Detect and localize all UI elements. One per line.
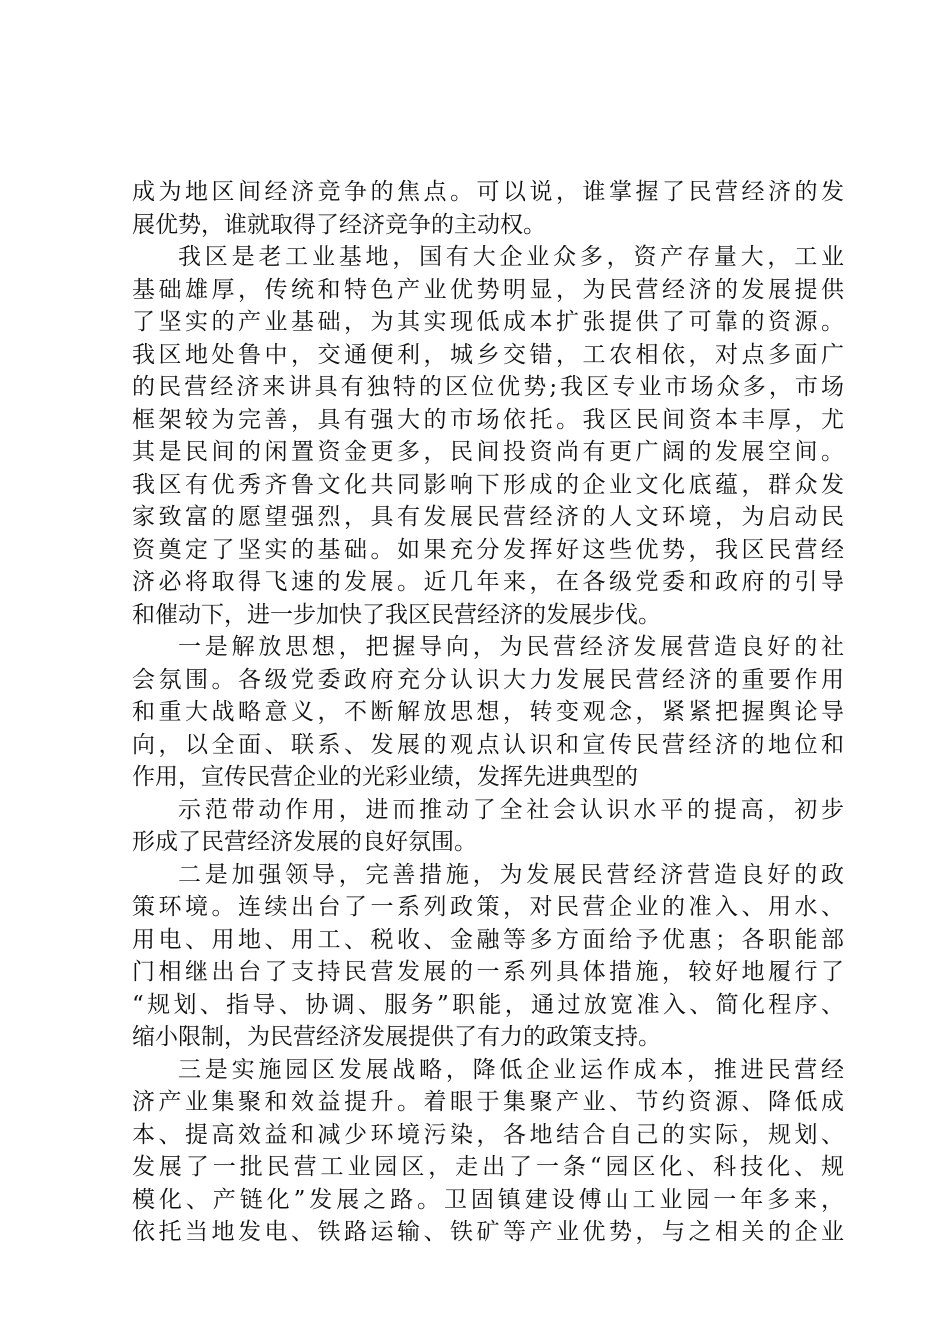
text-line: 二是加强领导，完善措施，为发展民营经济营造良好的政	[178, 861, 844, 888]
text-line: 资奠定了坚实的基础。如果充分发挥好这些优势，我区民营经	[132, 536, 844, 563]
text-line: 作用，宣传民营企业的光彩业绩，发挥先进典型的	[132, 764, 638, 790]
text-line: 基础雄厚，传统和特色产业优势明显，为民营经济的发展提供	[132, 276, 844, 303]
text-line: 了坚实的产业基础，为其实现低成本扩张提供了可靠的资源。	[132, 309, 844, 335]
document-body	[132, 176, 844, 1249]
text-line: 向，以全面、联系、发展的观点认识和宣传民营经济的地位和	[132, 731, 844, 758]
text-line: 济产业集聚和效益提升。着眼于集聚产业、节约资源、降低成	[132, 1089, 844, 1115]
text-line: 和重大战略意义，不断解放思想，转变观念，紧紧把握舆论导	[132, 699, 844, 725]
text-line: 示范带动作用，进而推动了全社会认识水平的提高，初步	[178, 796, 844, 823]
text-line: 三是实施园区发展战略，降低企业运作成本，推进民营经	[178, 1056, 844, 1083]
text-line: 本、提高效益和减少环境污染，各地结合自己的实际，规划、	[132, 1121, 844, 1148]
text-line: 我区有优秀齐鲁文化共同影响下形成的企业文化底蕴，群众发	[132, 471, 844, 498]
text-line: 和催动下，进一步加快了我区民营经济的发展步伐。	[132, 601, 661, 628]
text-line: 缩小限制，为民营经济发展提供了有力的政策支持。	[132, 1024, 661, 1050]
text-line: “规划、指导、协调、服务”职能，通过放宽准入、简化程序、	[132, 991, 844, 1018]
text-line: 其是民间的闲置资金更多，民间投资尚有更广阔的发展空间。	[132, 439, 844, 465]
text-line: 济必将取得飞速的发展。近几年来，在各级党委和政府的引导	[132, 569, 844, 595]
text-line: 模化、产链化”发展之路。卫固镇建设傅山工业园一年多来，	[132, 1186, 844, 1213]
text-line: 会氛围。各级党委政府充分认识大力发展民营经济的重要作用	[132, 666, 844, 693]
text-line: 成为地区间经济竞争的焦点。可以说，谁掌握了民营经济的发	[132, 179, 844, 205]
text-line: 我区地处鲁中，交通便利，城乡交错，工农相依，对点多面广	[132, 341, 844, 368]
text-line: 框架较为完善，具有强大的市场依托。我区民间资本丰厚，尤	[132, 406, 844, 433]
text-line: 依托当地发电、铁路运输、铁矿等产业优势，与之相关的企业	[132, 1219, 844, 1245]
text-line: 门相继出台了支持民营发展的一系列具体措施，较好地履行了	[132, 959, 844, 985]
text-line: 展优势，谁就取得了经济竞争的主动权。	[132, 211, 546, 238]
text-line: 家致富的愿望强烈，具有发展民营经济的人文环境，为启动民	[132, 504, 844, 530]
text-line: 用电、用地、用工、税收、金融等多方面给予优惠；各职能部	[132, 926, 844, 953]
text-line: 我区是老工业基地，国有大企业众多，资产存量大，工业	[178, 244, 844, 270]
text-line: 形成了民营经济发展的良好氛围。	[132, 829, 477, 855]
text-line: 策环境。连续出台了一系列政策，对民营企业的准入、用水、	[132, 894, 844, 920]
text-line: 的民营经济来讲具有独特的区位优势;我区专业市场众多，市场	[132, 374, 844, 400]
text-line: 一是解放思想，把握导向，为民营经济发展营造良好的社	[178, 634, 844, 660]
text-line: 发展了一批民营工业园区，走出了一条“园区化、科技化、规	[132, 1154, 844, 1180]
